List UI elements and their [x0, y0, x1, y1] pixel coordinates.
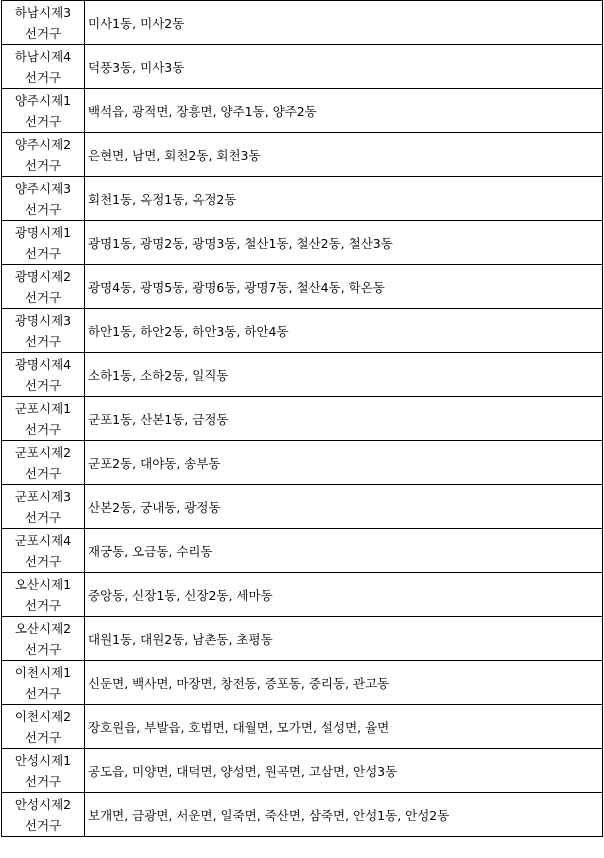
table-row: [2, 177, 603, 221]
table-row: [2, 353, 603, 397]
district-name: 군포시제4: [14, 532, 72, 548]
table-row: [2, 1, 603, 45]
district-areas: 회천1동, 옥정1동, 옥정2동: [85, 177, 603, 221]
district-name-cell: [2, 661, 85, 705]
district-suffix: 선거구: [24, 69, 62, 85]
district-name-cell: [2, 793, 85, 837]
district-areas: 광명1동, 광명2동, 광명3동, 철산1동, 철산2동, 철산3동: [85, 221, 603, 265]
district-name: 광명시제1: [14, 224, 72, 240]
district-name: 하남시제4: [14, 48, 72, 64]
district-name: 이천시제2: [14, 708, 72, 724]
district-name: 양주시제3: [14, 180, 72, 196]
district-name-cell: [2, 45, 85, 89]
district-name-cell: [2, 265, 85, 309]
district-areas: 산본2동, 궁내동, 광정동: [85, 485, 603, 529]
table-row: [2, 661, 603, 705]
district-name-cell: [2, 749, 85, 793]
district-suffix: 선거구: [24, 465, 62, 481]
table-row: [2, 397, 603, 441]
district-suffix: 선거구: [24, 509, 62, 525]
table-row: [2, 529, 603, 573]
district-name: 오산시제2: [14, 620, 72, 636]
table-row: [2, 441, 603, 485]
table-row: [2, 617, 603, 661]
district-name: 광명시제2: [14, 268, 72, 284]
district-name: 군포시제3: [14, 488, 72, 504]
district-suffix: 선거구: [24, 333, 62, 349]
table-row: [2, 485, 603, 529]
district-name: 안성시제2: [14, 796, 72, 812]
district-suffix: 선거구: [24, 201, 62, 217]
district-suffix: 선거구: [24, 289, 62, 305]
district-name: 이천시제1: [14, 664, 72, 680]
district-areas: 미사1동, 미사2동: [85, 1, 603, 45]
district-name: 안성시제1: [14, 752, 72, 768]
district-areas: 공도읍, 미양면, 대덕면, 양성면, 원곡면, 고삼면, 안성3동: [85, 749, 603, 793]
district-suffix: 선거구: [24, 25, 62, 41]
district-name: 오산시제1: [14, 576, 72, 592]
district-name-cell: [2, 397, 85, 441]
district-name: 광명시제3: [14, 312, 72, 328]
table-row: [2, 221, 603, 265]
district-areas: 군포2동, 대야동, 송부동: [85, 441, 603, 485]
district-areas: 중앙동, 신장1동, 신장2동, 세마동: [85, 573, 603, 617]
table-row: [2, 45, 603, 89]
district-suffix: 선거구: [24, 421, 62, 437]
district-name: 광명시제4: [14, 356, 72, 372]
district-suffix: 선거구: [24, 773, 62, 789]
district-name-cell: [2, 485, 85, 529]
district-name-cell: [2, 529, 85, 573]
district-name-cell: [2, 309, 85, 353]
district-name-cell: [2, 221, 85, 265]
district-suffix: 선거구: [24, 729, 62, 745]
district-suffix: 선거구: [24, 245, 62, 261]
district-name: 군포시제2: [14, 444, 72, 460]
district-areas: 보개면, 금광면, 서운면, 일죽면, 죽산면, 삼죽면, 안성1동, 안성2동: [85, 793, 603, 837]
district-suffix: 선거구: [24, 553, 62, 569]
district-areas: 하안1동, 하안2동, 하안3동, 하안4동: [85, 309, 603, 353]
district-name-cell: [2, 617, 85, 661]
district-areas: 재궁동, 오금동, 수리동: [85, 529, 603, 573]
district-name-cell: [2, 573, 85, 617]
district-areas: 백석읍, 광적면, 장흥면, 양주1동, 양주2동: [85, 89, 603, 133]
district-name-cell: [2, 705, 85, 749]
table-row: [2, 309, 603, 353]
district-name-cell: [2, 1, 85, 45]
district-name: 양주시제1: [14, 92, 72, 108]
district-areas: 신둔면, 백사면, 마장면, 창전동, 증포동, 중리동, 관고동: [85, 661, 603, 705]
district-areas: 소하1동, 소하2동, 일직동: [85, 353, 603, 397]
district-suffix: 선거구: [24, 597, 62, 613]
district-table: [1, 0, 603, 837]
district-areas: 군포1동, 산본1동, 금정동: [85, 397, 603, 441]
district-name-cell: [2, 89, 85, 133]
table-row: [2, 749, 603, 793]
district-name: 양주시제2: [14, 136, 72, 152]
district-areas: 광명4동, 광명5동, 광명6동, 광명7동, 철산4동, 학온동: [85, 265, 603, 309]
district-name-cell: [2, 177, 85, 221]
table-row: [2, 133, 603, 177]
district-suffix: 선거구: [24, 157, 62, 173]
district-table-body: [2, 1, 603, 837]
district-areas: 대원1동, 대원2동, 남촌동, 초평동: [85, 617, 603, 661]
district-areas: 장호원읍, 부발읍, 호법면, 대월면, 모가면, 설성면, 율면: [85, 705, 603, 749]
district-areas: 은현면, 남면, 회천2동, 회천3동: [85, 133, 603, 177]
district-suffix: 선거구: [24, 641, 62, 657]
table-row: [2, 705, 603, 749]
district-areas: 덕풍3동, 미사3동: [85, 45, 603, 89]
district-name: 군포시제1: [14, 400, 72, 416]
district-name-cell: [2, 353, 85, 397]
district-name: 하남시제3: [14, 4, 72, 20]
table-row: [2, 89, 603, 133]
district-suffix: 선거구: [24, 113, 62, 129]
district-suffix: 선거구: [24, 817, 62, 833]
district-name-cell: [2, 133, 85, 177]
table-row: [2, 793, 603, 837]
district-name-cell: [2, 441, 85, 485]
district-suffix: 선거구: [24, 685, 62, 701]
district-suffix: 선거구: [24, 377, 62, 393]
table-row: [2, 573, 603, 617]
table-row: [2, 265, 603, 309]
